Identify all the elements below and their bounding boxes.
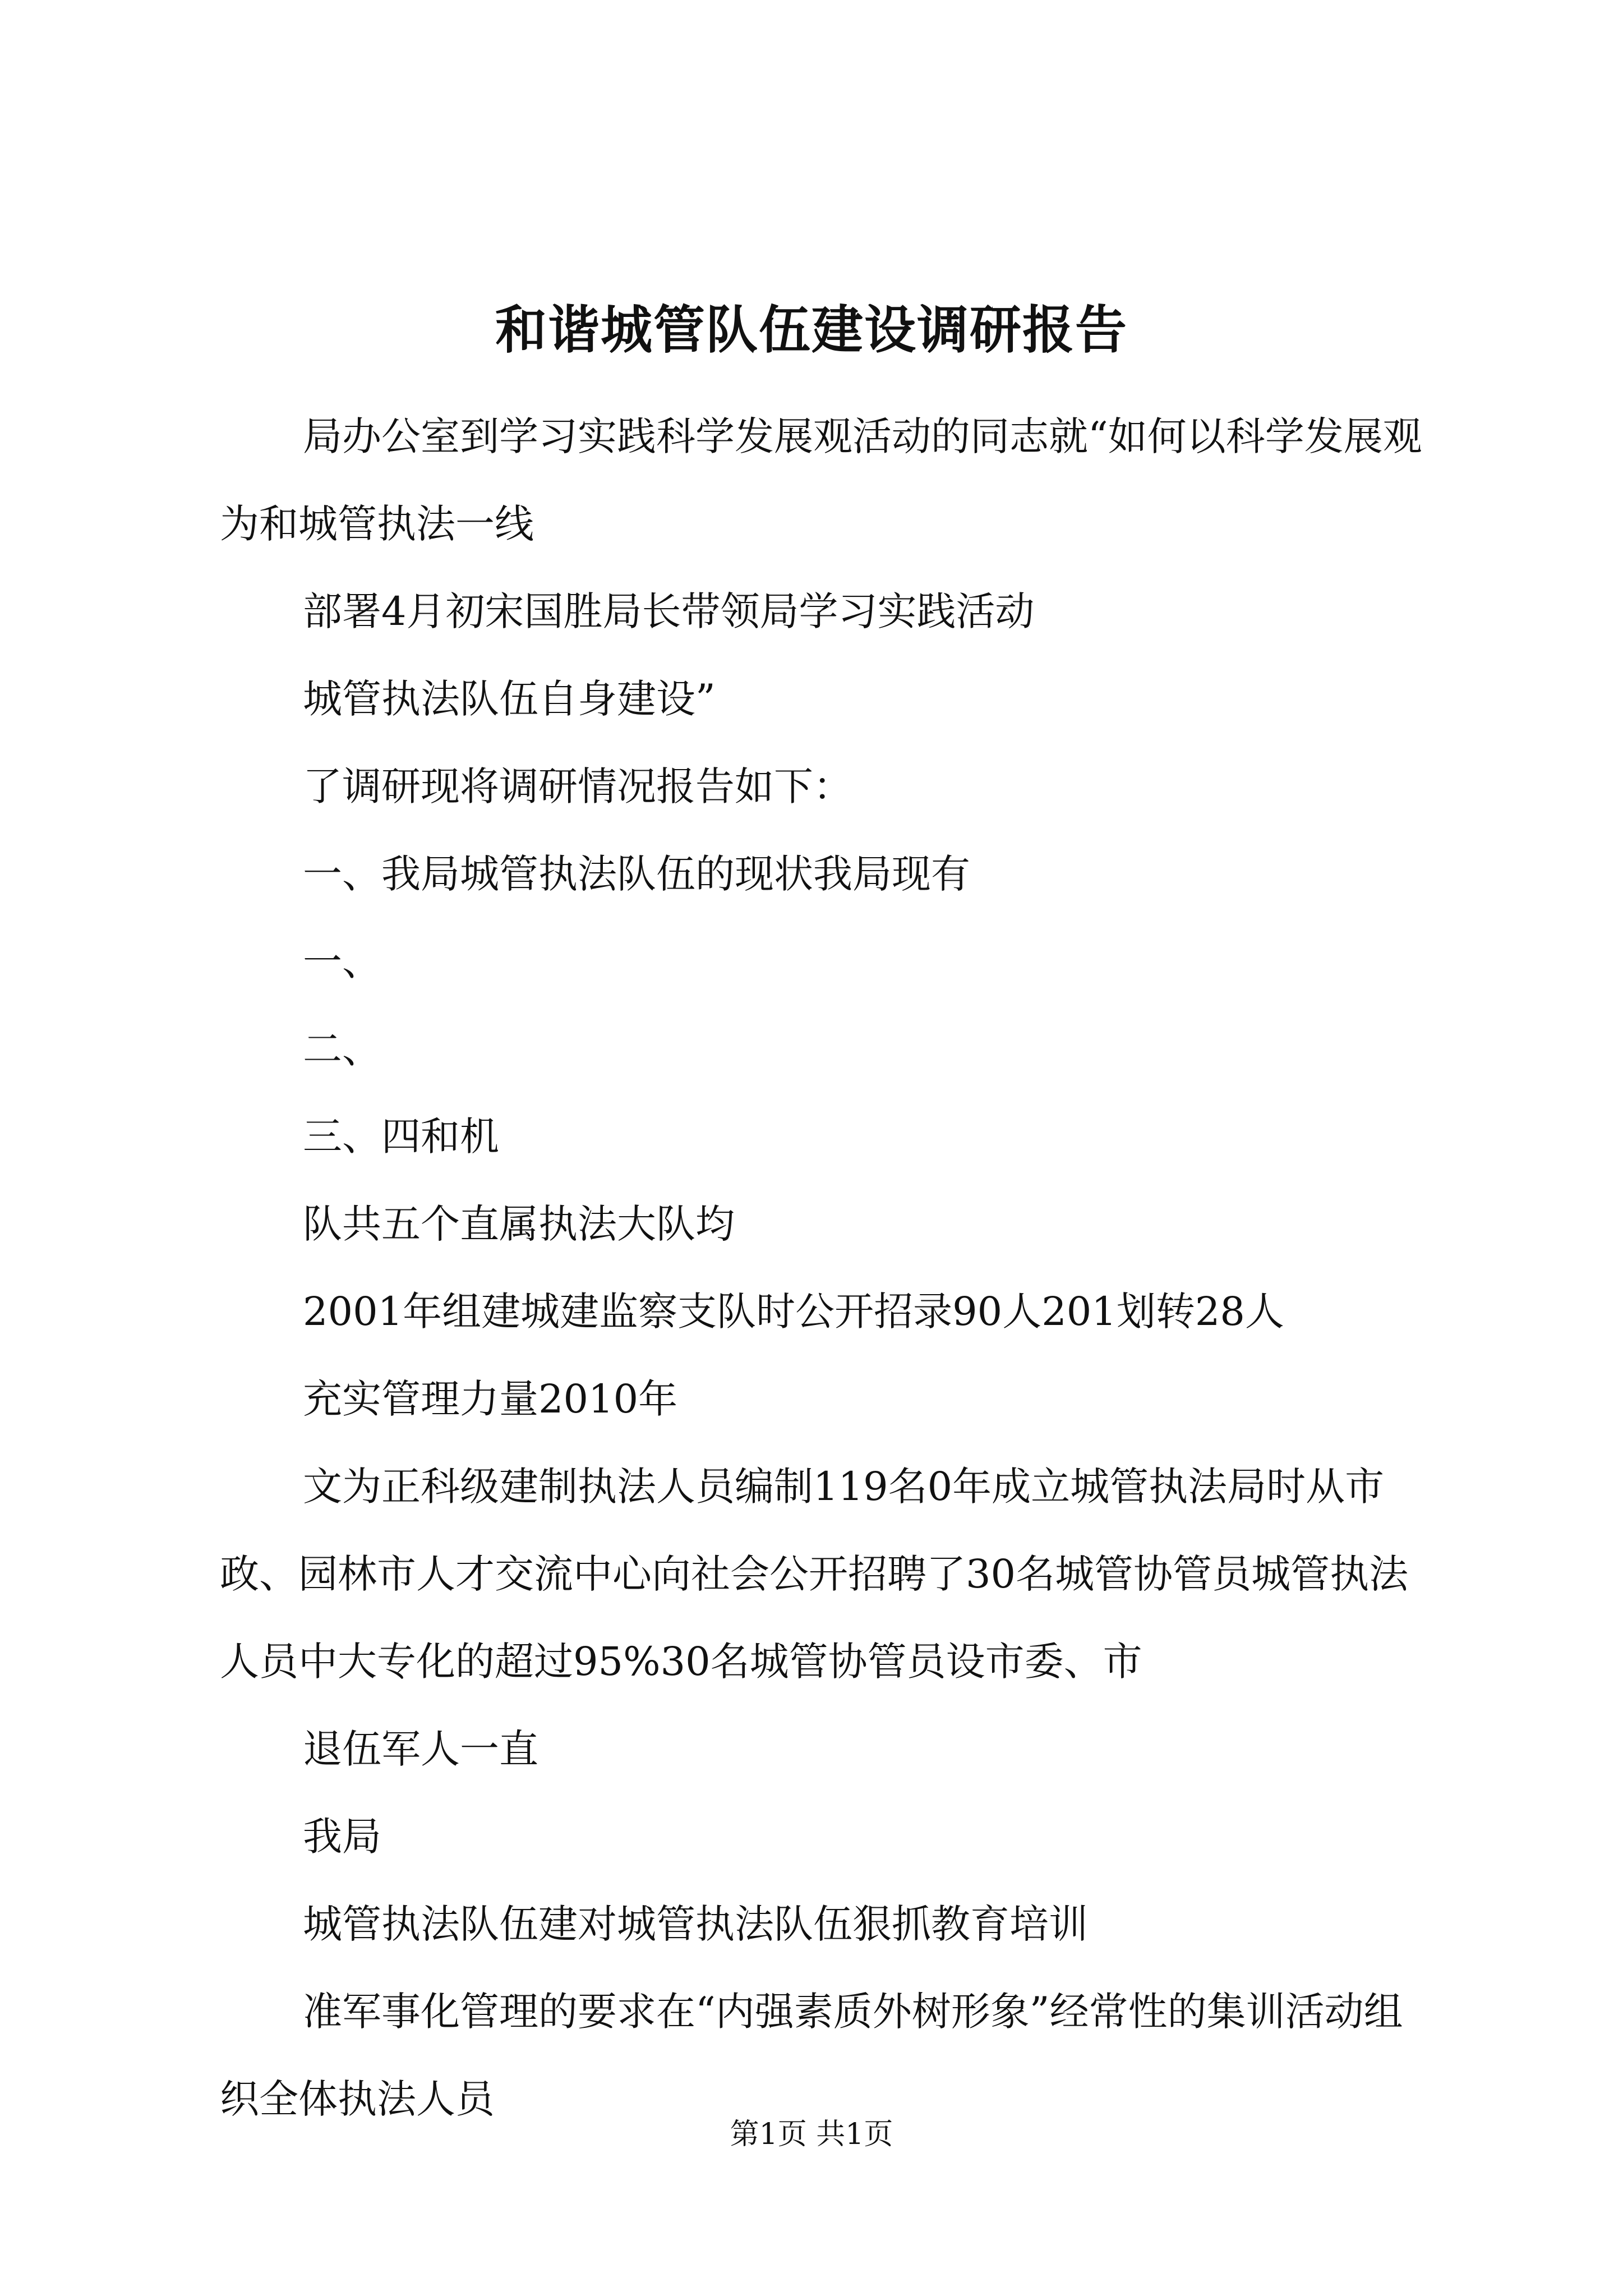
paragraph: 文为正科级建制执法人员编制119名0年成立城管执法局时从市政、园林市人才交流中心向社会公开招聘了30名城管协管员城管执法人员中大专化的超过95%30名城管协管员设市委、市 (220, 1464, 1409, 1685)
paragraph: 城管执法队伍自身建设” (303, 676, 716, 722)
paragraph: 准军事化管理的要求在“内强素质外树形象”经常性的集训活动组织全体执法人员 (220, 1989, 1403, 2122)
paragraph: 2001年组建城建监察支队时公开招录90人201划转28人 (303, 1289, 1284, 1335)
document-body (220, 393, 1431, 2143)
document-title: 和谐城管队伍建设调研报告 (495, 300, 1128, 360)
paragraph: 城管执法队伍建对城管执法队伍狠抓教育培训 (303, 1901, 1088, 1947)
page-footer: 第1页 共1页 (730, 2118, 893, 2151)
paragraph: 我局 (303, 1814, 381, 1860)
paragraph: 了调研现将调研情况报告如下： (303, 763, 852, 809)
paragraph: 退伍军人一直 (303, 1726, 538, 1772)
paragraph: 一、 (303, 938, 381, 984)
paragraph: 队共五个直属执法大队均 (303, 1201, 735, 1247)
paragraph: 二、 (303, 1026, 381, 1072)
paragraph: 局办公室到学习实践科学发展观活动的同志就“如何以科学发展观为和城管执法一线 (220, 413, 1422, 547)
paragraph: 一、我局城管执法队伍的现状我局现有 (303, 851, 970, 897)
paragraph: 三、四和机 (303, 1114, 499, 1159)
paragraph: 充实管理力量2010年 (303, 1376, 678, 1422)
paragraph: 部署4月初宋国胜局长带领局学习实践活动 (303, 588, 1035, 634)
